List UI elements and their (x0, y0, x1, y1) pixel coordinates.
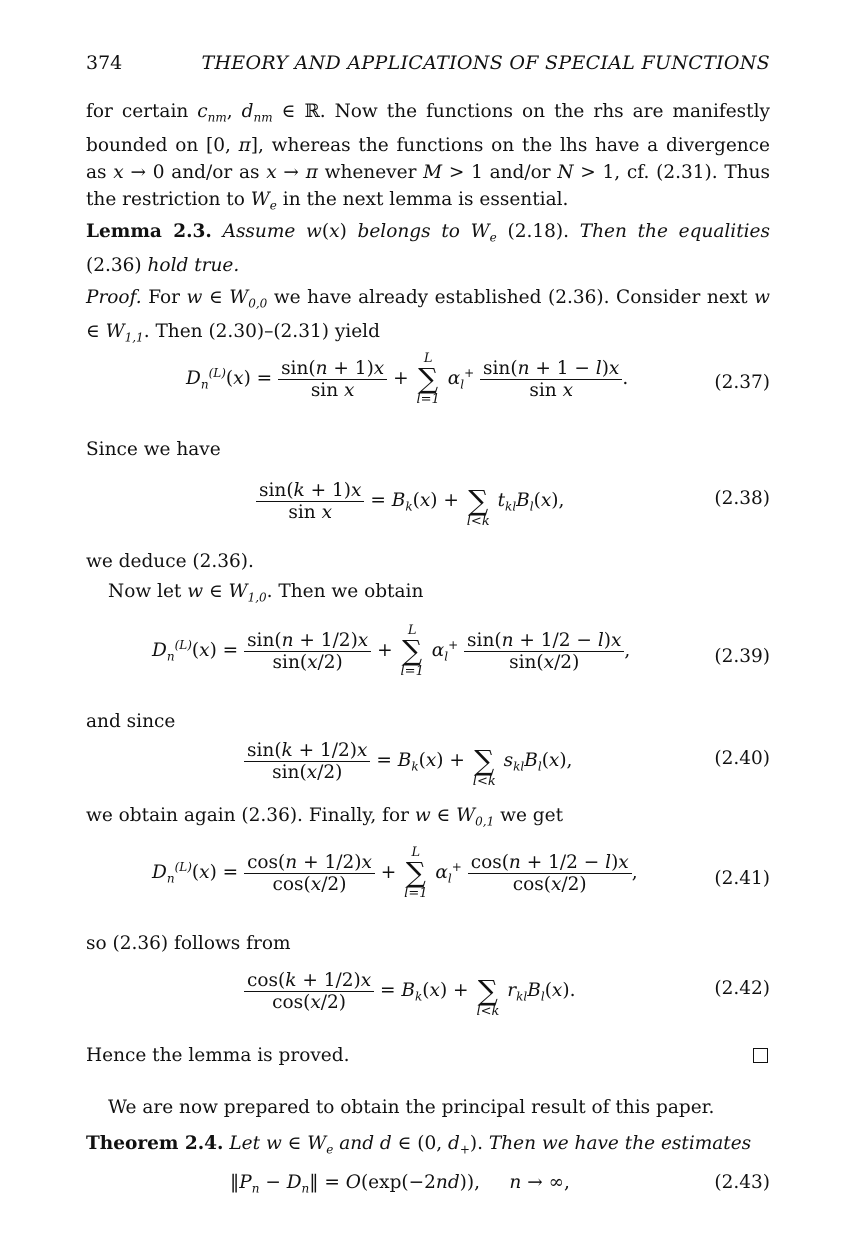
equation-2-40: $\frac{\sin(k + 1/2)x}{\sin(x/2)}$ = $B_k(x)$ + ∑ l<k $s_{kl}B_l(x)$, (2.40) (86, 734, 770, 796)
now-let: Now let w ∈ $W_{1,0}$. Then we obtain (108, 581, 424, 605)
proof-start: Proof. For w ∈ $W_{0,0}$ we have already established (2.36). Consider next w ∈ $W_{1,1}$. Then (2.30)–(2.31) yield (86, 287, 770, 345)
paragraph-prepared: We are now prepared to obtain the principal result of this paper. (108, 1097, 715, 1118)
equation-number: (2.41) (714, 868, 770, 889)
equation-number: (2.38) (714, 488, 770, 509)
so-follows: so (2.36) follows from (86, 933, 291, 954)
equation-number: (2.43) (714, 1172, 770, 1193)
we-deduce: we deduce (2.36). (86, 551, 254, 572)
theorem-2-4: Theorem 2.4. Let w ∈ $W_e$ and d ∈ (0, $d_+$). Then we have the estimates (86, 1133, 752, 1157)
running-title: THEORY AND APPLICATIONS OF SPECIAL FUNCTIONS (201, 52, 770, 74)
since-we-have: Since we have (86, 439, 221, 460)
paragraph-intro: for certain $c_{nm}$, $d_{nm}$ ∈ ℝ. Now the functions on the rhs are manifestly bounded on [0, π], whereas the functions on the lhs have a divergence as x → 0 and/or as x → π whenever M > 1 and/or N > 1, cf. (2.31). Thus the restriction to $W_e$ in the next lemma is essential. (86, 101, 771, 213)
hence-proved: Hence the lemma is proved. (86, 1045, 350, 1066)
equation-2-39: $D_n^{(L)}(x)$ = $\frac{\sin(n + 1/2)x}{\sin(x/2)}$ + L ∑ l=1 $\alpha_l^+$ $\frac{\sin(n + 1/2 - l)x}{\sin(x/2)}$ , (2.39) (152, 623, 770, 679)
lemma-2-3: Lemma 2.3. Assume w(x) belongs to $W_e$ (2.18). Then the equalities (2.36) hold true. (86, 221, 770, 276)
equation-2-42: $\frac{\cos(k + 1/2)x}{\cos(x/2)}$ = $B_k(x)$ + ∑ l<k $r_{kl}B_l(x)$. (2.42) (86, 964, 770, 1026)
equation-2-37: $D_n^{(L)}(x)$ = $\frac{\sin(n + 1)x}{\text{sin x}}$ + L ∑ l=1 $\alpha_l^+$ $\frac{\sin(n + 1 - l)x}{\text{sin x}}$ . (2.37) (186, 351, 770, 407)
equation-2-41: $D_n^{(L)}(x)$ = $\frac{\cos(n + 1/2)x}{\cos(x/2)}$ + L ∑ l=1 $\alpha_l^+$ $\frac{\cos(n + 1/2 - l)x}{\cos(x/2)}$ , (2.41) (152, 845, 770, 901)
equation-2-43: $‖P_n$ − $D_n‖ = O(\exp(-2nd))$, n → ∞, (2.43) (230, 1172, 770, 1196)
equation-number: (2.40) (714, 748, 770, 769)
equation-number: (2.39) (714, 646, 770, 667)
equation-number: (2.37) (714, 372, 770, 393)
equation-number: (2.42) (714, 978, 770, 999)
page-number: 374 (86, 52, 123, 74)
qed-square-icon (753, 1048, 768, 1063)
we-obtain-again: we obtain again (2.36). Finally, for w ∈ $W_{0,1}$ we get (86, 805, 564, 829)
equation-2-38: $\frac{\sin(k + 1)x}{\text{sin x}}$ = $B_k(x)$ + ∑ l<k $t_{kl}B_l(x)$, (2.38) (86, 474, 770, 536)
and-since: and since (86, 711, 176, 732)
